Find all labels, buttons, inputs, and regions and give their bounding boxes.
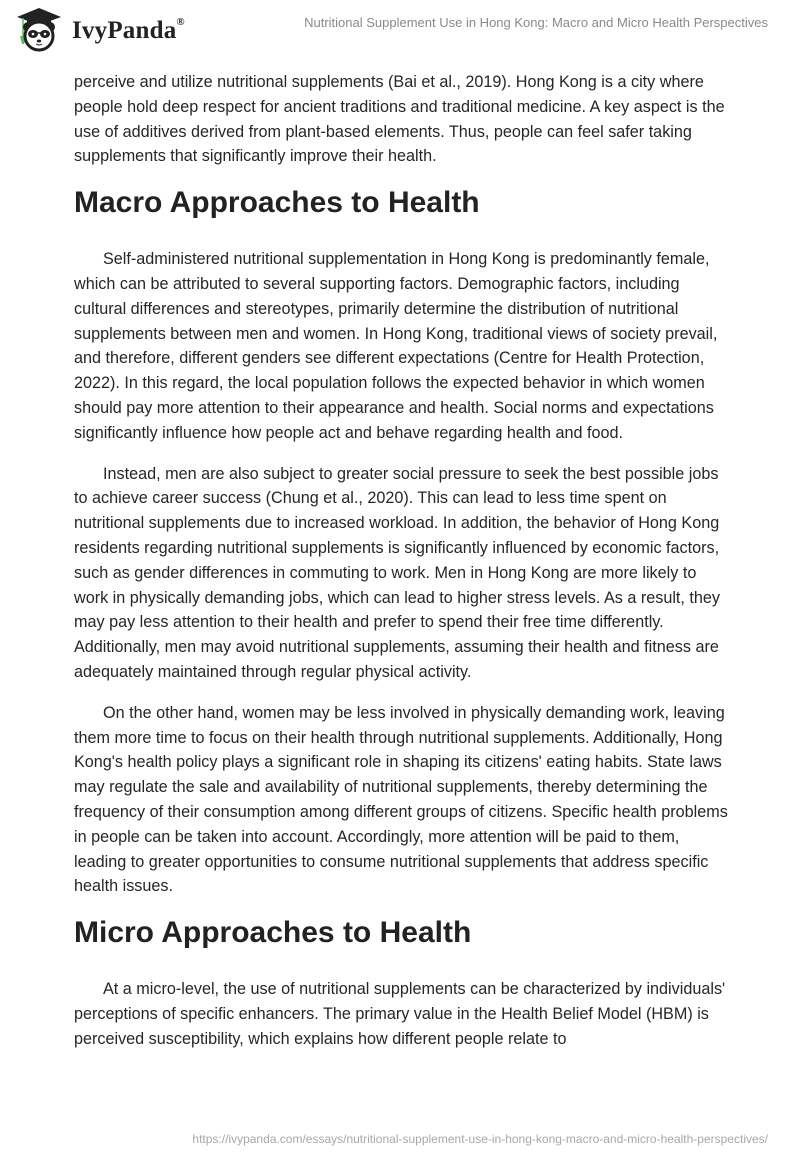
essay-content [74, 70, 734, 1068]
page-header [0, 0, 800, 60]
section-micro-approaches [74, 915, 734, 1051]
panda-graduate-icon [14, 6, 64, 52]
ivypanda-logo[interactable] [14, 6, 185, 52]
paragraph: On the other hand, women may be less involved in physically demanding work, leaving them more time to focus on their health through nutritional supplements. Additionally, Hong Kong's health policy plays a significant role in shaping its citizens' eating habits. State laws may regulate the sale and availability of nutritional supplements, thereby determining the frequency of their consumption among different groups of citizens. Specific health problems in people can be taken into account. Accordingly, more attention will be paid to them, leading to greater opportunities to consume nutritional supplements that address specific health issues. [74, 703, 728, 896]
section-heading: Macro Approaches to Health [74, 186, 480, 220]
paragraph: Instead, men are also subject to greater social pressure to seek the best possible jobs to achieve career success (Chung et al., 2020). This can lead to less time spent on nutritional supplements due to increased workload. In addition, the behavior of Hong Kong residents regarding nutritional supplements is significantly influenced by economic factors, such as gender differences in commuting to work. Men in Hong Kong are more likely to work in physically demanding jobs, which can lead to higher stress levels. As a result, they may pay less attention to their health and prefer to spend their free time differently. Additionally, men may avoid nutritional supplements, assuming their health and fitness are adequately maintained through regular physical activity. [74, 464, 721, 681]
section-macro-approaches [74, 185, 734, 899]
document-title: Nutritional Supplement Use in Hong Kong: Macro and Micro Health Perspectives [304, 15, 768, 30]
paragraph: Self-administered nutritional supplementation in Hong Kong is predominantly female, which can be attributed to several supporting factors. Demographic factors, including cultural differences and stereotypes, primarily determine the distribution of nutritional supplements between men and women. In Hong Kong, traditional views of society prevail, and therefore, different genders see different expectations (Centre for Health Protection, 2022). In this regard, the local population follows the expected behavior in which women should pay more attention to their appearance and health. Social norms and expectations significantly influence how people act and behave regarding health and food. [74, 250, 718, 442]
section-heading: Micro Approaches to Health [74, 916, 472, 950]
intro-paragraph: perceive and utilize nutritional supplements (Bai et al., 2019). Hong Kong is a city where people hold deep respect for ancient traditions and traditional medicine. A key aspect is the use of additives derived from plant-based elements. Thus, people can feel safer taking supplements that significantly improve their health. [74, 73, 725, 166]
paragraph: At a micro-level, the use of nutritional supplements can be characterized by individuals' perceptions of specific enhancers. The primary value in the Health Belief Model (HBM) is perceived susceptibility, which explains how different people relate to [74, 980, 726, 1048]
logo-wordmark: IvyPanda® [72, 15, 185, 44]
source-url-link[interactable]: https://ivypanda.com/essays/nutritional-supplement-use-in-hong-kong-macro-and-micro-health-perspectives/ [192, 1132, 768, 1146]
